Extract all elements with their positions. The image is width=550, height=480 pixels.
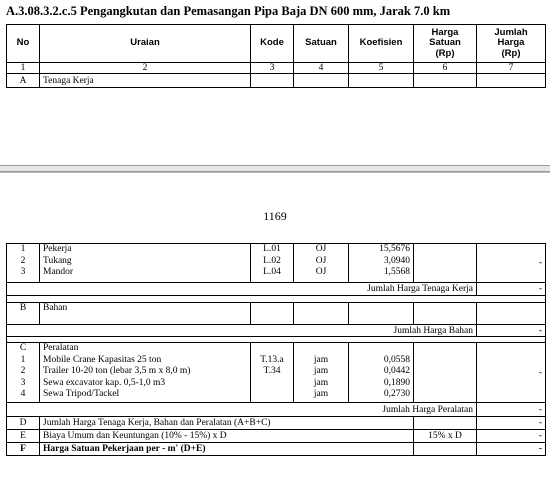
empty-cell — [349, 303, 414, 325]
peralatan-harga — [414, 343, 477, 403]
col-number-2: 2 — [40, 63, 251, 74]
empty-cell — [349, 74, 414, 88]
header-harga-satuan — [414, 25, 477, 63]
peralatan-koefs-cell — [349, 343, 414, 403]
tenaga-nos: 1 2 3 — [7, 244, 40, 283]
empty-cell — [414, 74, 477, 88]
col-number-1: 1 — [7, 63, 40, 74]
tenaga-subtotal-value: - — [477, 283, 546, 296]
summary-d-harga — [414, 417, 477, 430]
peralatan-satuans: jam jam jam jam — [313, 354, 329, 399]
col-number-4: 4 — [294, 63, 349, 74]
peralatan-names-cell — [40, 343, 251, 403]
empty-cell — [477, 303, 546, 325]
summary-e-harga: 15% x D — [414, 430, 477, 443]
header-jumlah-line3: (Rp) — [501, 47, 521, 59]
tenaga-harga — [414, 244, 477, 283]
page-break-line — [0, 172, 550, 173]
empty-cell — [414, 303, 477, 325]
peralatan-jumlah: - — [477, 343, 546, 403]
empty-cell — [251, 74, 294, 88]
header-satuan: Satuan — [294, 25, 349, 63]
col-number-7: 7 — [477, 63, 546, 74]
bahan-subtotal-value: - — [477, 325, 546, 337]
tenaga-jumlah: - — [477, 244, 546, 283]
summary-d-jumlah: - — [477, 417, 546, 430]
header-uraian: Uraian — [40, 25, 251, 63]
summary-d-label: Jumlah Harga Tenaga Kerja, Bahan dan Peralatan (A+B+C) — [40, 417, 414, 430]
bahan-letter: B — [7, 303, 40, 325]
header-harga-line2: Satuan — [429, 37, 461, 49]
summary-f-label: Harga Satuan Pekerjaan per - m' (D+E) — [40, 443, 414, 456]
page-number: 1169 — [263, 209, 287, 223]
tenaga-satuans: OJ OJ OJ — [294, 244, 349, 283]
peralatan-heading: Peralatan — [43, 343, 79, 353]
tenaga-kodes: L.01 L.02 L.04 — [251, 244, 294, 283]
page-title: A.3.08.3.2.c.5 Pengangkutan dan Pemasangan Pipa Baja DN 600 mm, Jarak 7.0 km — [6, 4, 451, 18]
header-kode: Kode — [251, 25, 294, 63]
header-no: No — [7, 25, 40, 63]
analysis-table-header — [6, 24, 546, 88]
summary-e-jumlah: - — [477, 430, 546, 443]
col-number-3: 3 — [251, 63, 294, 74]
tenaga-koefisien: 15,5676 3,0940 1,5568 — [349, 244, 414, 283]
peralatan-nos: 1 2 3 4 — [20, 354, 26, 399]
peralatan-kodes-cell — [251, 343, 294, 403]
peralatan-koefisien: 0,0558 0,0442 0,1890 0,2730 — [383, 354, 410, 399]
header-jumlah-line2: Harga — [497, 37, 525, 49]
bahan-label: Bahan — [40, 303, 251, 325]
analysis-table-body — [6, 243, 546, 456]
summary-f-jumlah: - — [477, 443, 546, 456]
summary-f-harga — [414, 443, 477, 456]
summary-f-letter: F — [7, 443, 40, 456]
col-number-6: 6 — [414, 63, 477, 74]
summary-e-label: Biaya Umum dan Keuntungan (10% - 15%) x D — [40, 430, 414, 443]
page-break — [0, 165, 550, 172]
summary-d-letter: D — [7, 417, 40, 430]
peralatan-kodes: T.13.a T.34 — [260, 354, 284, 376]
summary-e-letter: E — [7, 430, 40, 443]
section-a-letter: A — [7, 74, 40, 88]
peralatan-letter: C — [19, 343, 27, 353]
header-jumlah-harga — [477, 25, 546, 63]
empty-cell — [294, 303, 349, 325]
header-harga-line1: Harga — [431, 26, 459, 38]
empty-cell — [251, 303, 294, 325]
section-a-label: Tenaga Kerja — [40, 74, 251, 88]
empty-cell — [294, 74, 349, 88]
peralatan-subtotal-value: - — [477, 403, 546, 417]
header-jumlah-line1: Jumlah — [494, 26, 528, 38]
peralatan-satuans-cell — [294, 343, 349, 403]
peralatan-nos-cell — [7, 343, 40, 403]
col-number-5: 5 — [349, 63, 414, 74]
tenaga-names: Pekerja Tukang Mandor — [40, 244, 251, 283]
header-koefisien: Koefisien — [349, 25, 414, 63]
empty-cell — [477, 74, 546, 88]
peralatan-subtotal-label: Jumlah Harga Peralatan — [7, 403, 477, 417]
spacer-row — [7, 296, 546, 303]
peralatan-names: Mobile Crane Kapasitas 25 ton Trailer 10-20 ton (lebar 3,5 m x 8,0 m) Sewa excavator kap. 0,5-1,0 m3 Sewa Tripod/Tackel — [43, 354, 191, 399]
tenaga-subtotal-label: Jumlah Harga Tenaga Kerja — [7, 283, 477, 296]
bahan-subtotal-label: Jumlah Harga Bahan — [7, 325, 477, 337]
header-harga-line3: (Rp) — [435, 47, 455, 59]
